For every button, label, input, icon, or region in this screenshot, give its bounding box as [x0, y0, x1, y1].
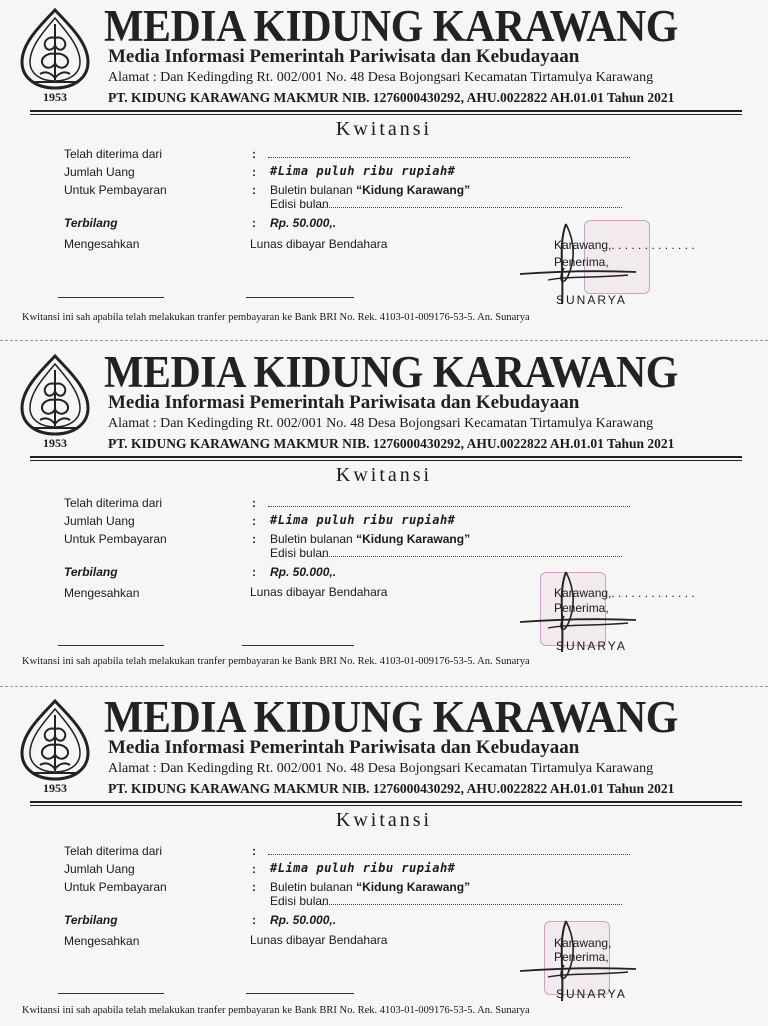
receipt [0, 691, 768, 1026]
signer-name: SUNARYA [556, 639, 627, 653]
footer-note: Kwitansi ini sah apabila telah melakukan tranfer pembayaran ke Bank BRI No. Rek. 4103-01-009176-53-5. An. Sunarya [22, 312, 530, 323]
receipt-title: Kwitansi [335, 809, 433, 831]
publication-subtitle: Media Informasi Pemerintah Pariwisata dan Kebudayaan [108, 392, 580, 413]
company-line: PT. KIDUNG KARAWANG MAKMUR NIB. 1276000430292, AHU.0022822 AH.01.01 Tahun 2021 [108, 90, 675, 105]
approved-label: Mengesahkan [64, 586, 140, 600]
payment-for-label: Untuk Pembayaran [64, 532, 167, 546]
company-line: PT. KIDUNG KARAWANG MAKMUR NIB. 1276000430292, AHU.0022822 AH.01.01 Tahun 2021 [108, 436, 675, 451]
approved-label: Mengesahkan [64, 934, 140, 948]
logo [18, 699, 92, 795]
publication-title: MEDIA KIDUNG KARAWANG [104, 692, 678, 742]
colon: : [252, 844, 256, 858]
spelled-label: Terbilang [64, 913, 118, 927]
header-rule [30, 456, 742, 458]
colon: : [252, 565, 256, 579]
publication-subtitle: Media Informasi Pemerintah Pariwisata dan Kebudayaan [108, 737, 580, 758]
company-line: PT. KIDUNG KARAWANG MAKMUR NIB. 1276000430292, AHU.0022822 AH.01.01 Tahun 2021 [108, 781, 675, 796]
payment-for-label: Untuk Pembayaran [64, 183, 167, 197]
publication-subtitle: Media Informasi Pemerintah Pariwisata dan Kebudayaan [108, 46, 580, 67]
signature-line [58, 993, 164, 994]
cut-line [0, 340, 768, 341]
edition-field [322, 894, 622, 905]
bulletin-name: “Kidung Karawang” [356, 183, 471, 197]
received-from-label: Telah diterima dari [64, 496, 163, 510]
payment-for-value [270, 880, 470, 894]
payment-for-prefix: Buletin bulanan [270, 880, 357, 894]
signature-line [242, 645, 354, 646]
signature-line [246, 993, 354, 994]
receiver-label: Penerima, [554, 255, 609, 269]
receipt [0, 0, 768, 335]
founding-year: 1953 [43, 781, 67, 795]
received-from-label: Telah diterima dari [64, 147, 163, 161]
bulletin-name: “Kidung Karawang” [356, 532, 471, 546]
bulletin-name: “Kidung Karawang” [356, 880, 471, 894]
signature-line [58, 645, 164, 646]
amount-value: #Lima puluh ribu rupiah# [270, 513, 456, 527]
signature-line [58, 297, 164, 298]
spelled-label: Terbilang [64, 216, 118, 230]
receipt-title: Kwitansi [335, 118, 433, 140]
receipt [0, 346, 768, 681]
spelled-value: Rp. 50.000,. [270, 216, 337, 230]
colon: : [252, 496, 256, 510]
payment-for-prefix: Buletin bulanan [270, 183, 357, 197]
signature-line [246, 297, 354, 298]
payment-for-prefix: Buletin bulanan [270, 532, 357, 546]
amount-label: Jumlah Uang [64, 514, 135, 528]
amount-value: #Lima puluh ribu rupiah# [270, 164, 456, 178]
header-rule [30, 805, 742, 806]
header-rule [30, 110, 742, 112]
received-from-field [268, 147, 630, 158]
colon: : [252, 183, 256, 197]
colon: : [252, 532, 256, 546]
publication-title: MEDIA KIDUNG KARAWANG [104, 1, 678, 51]
received-from-label: Telah diterima dari [64, 844, 163, 858]
gunungan-emblem-icon [18, 699, 92, 783]
founding-year: 1953 [43, 436, 67, 450]
address-line: Alamat : Dan Kedingding Rt. 002/001 No. 48 Desa Bojongsari Kecamatan Tirtamulya Karawang [108, 761, 654, 776]
cut-line [0, 686, 768, 687]
receipt-title: Kwitansi [335, 464, 433, 486]
colon: : [252, 514, 256, 528]
header-rule [30, 801, 742, 803]
edition-field [322, 197, 622, 208]
gunungan-emblem-icon [18, 8, 92, 92]
place-date: Karawang, [554, 936, 612, 950]
footer-note: Kwitansi ini sah apabila telah melakukan tranfer pembayaran ke Bank BRI No. Rek. 4103-01-009176-53-5. An. Sunarya [22, 1005, 530, 1016]
publication-title: MEDIA KIDUNG KARAWANG [104, 347, 678, 397]
founding-year: 1953 [43, 90, 67, 104]
approved-label: Mengesahkan [64, 237, 140, 251]
spelled-label: Terbilang [64, 565, 118, 579]
amount-label: Jumlah Uang [64, 165, 135, 179]
colon: : [252, 913, 256, 927]
edition-field [322, 546, 622, 557]
received-from-field [268, 496, 630, 507]
colon: : [252, 862, 256, 876]
amount-value: #Lima puluh ribu rupiah# [270, 861, 456, 875]
edition-label: Edisi bulan [270, 894, 329, 908]
header-rule [30, 114, 742, 115]
address-line: Alamat : Dan Kedingding Rt. 002/001 No. 48 Desa Bojongsari Kecamatan Tirtamulya Karawang [108, 416, 654, 431]
logo [18, 8, 92, 104]
approved-value: Lunas dibayar Bendahara [250, 585, 388, 599]
approved-value: Lunas dibayar Bendahara [250, 237, 388, 251]
receiver-label: Penerima, [554, 950, 609, 964]
payment-for-value [270, 183, 470, 197]
header-rule [30, 460, 742, 461]
edition-label: Edisi bulan [270, 546, 329, 560]
colon: : [252, 880, 256, 894]
address-line: Alamat : Dan Kedingding Rt. 002/001 No. 48 Desa Bojongsari Kecamatan Tirtamulya Karawang [108, 70, 654, 85]
spelled-value: Rp. 50.000,. [270, 565, 337, 579]
colon: : [252, 165, 256, 179]
edition-label: Edisi bulan [270, 197, 329, 211]
logo [18, 354, 92, 450]
place-date: Karawang,. . . . . . . . . . . . . [554, 238, 695, 252]
payment-for-label: Untuk Pembayaran [64, 880, 167, 894]
received-from-field [268, 844, 630, 855]
signer-name: SUNARYA [556, 987, 627, 1001]
signer-name: SUNARYA [556, 293, 627, 307]
approved-value: Lunas dibayar Bendahara [250, 933, 388, 947]
place-date: Karawang,. . . . . . . . . . . . . [554, 586, 695, 600]
payment-for-value [270, 532, 470, 546]
colon: : [252, 216, 256, 230]
gunungan-emblem-icon [18, 354, 92, 438]
footer-note: Kwitansi ini sah apabila telah melakukan tranfer pembayaran ke Bank BRI No. Rek. 4103-01-009176-53-5. An. Sunarya [22, 656, 530, 667]
spelled-value: Rp. 50.000,. [270, 913, 337, 927]
amount-label: Jumlah Uang [64, 862, 135, 876]
colon: : [252, 147, 256, 161]
receiver-label: Penerima, [554, 601, 609, 615]
